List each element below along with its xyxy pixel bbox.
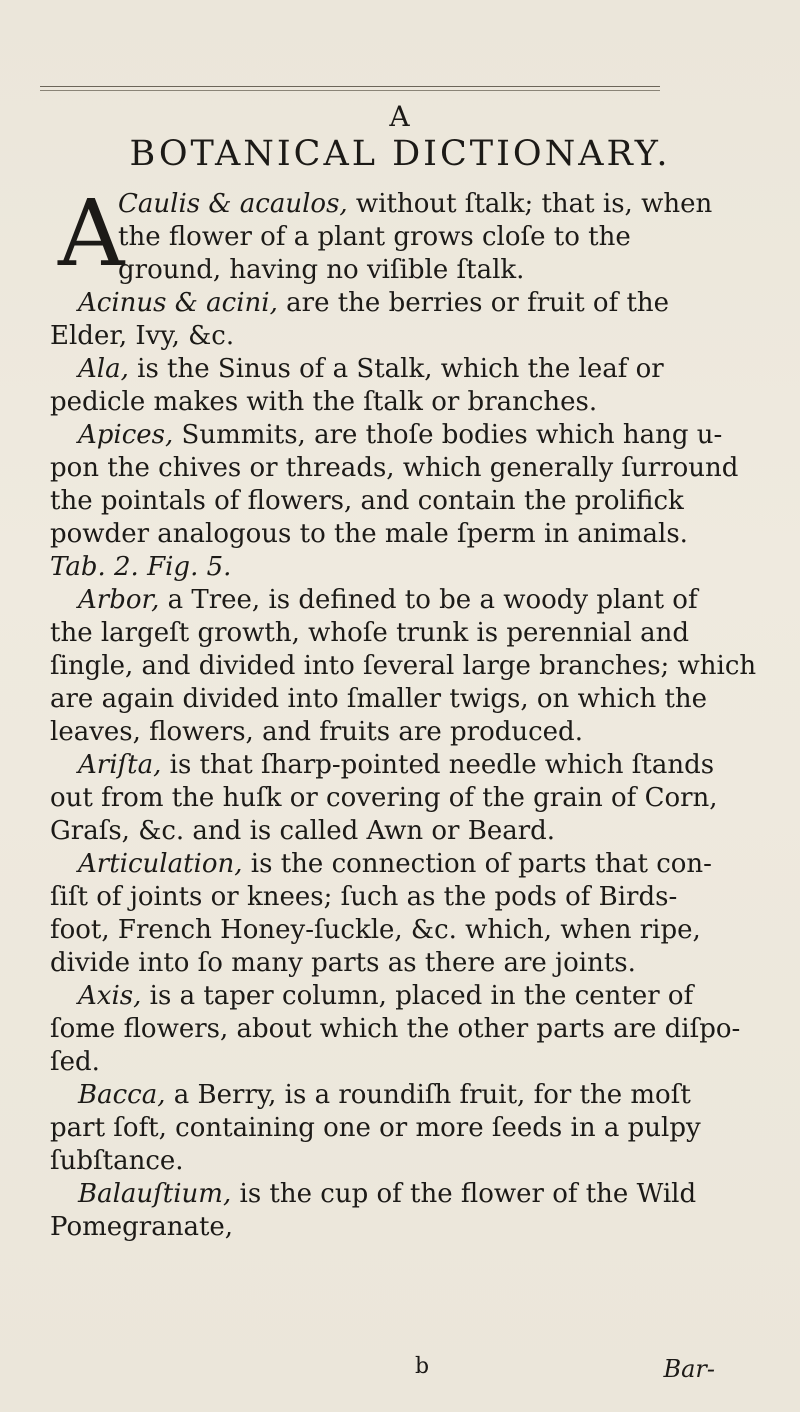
entry-term: Caulis & acaulos, <box>118 189 348 219</box>
page-title: BOTANICAL DICTIONARY. <box>129 134 671 174</box>
entry-acinus <box>50 287 770 353</box>
entry-arista <box>50 749 770 848</box>
entry-ala <box>50 353 770 419</box>
drop-cap: A <box>58 180 125 287</box>
text-line: pon the chives or threads, which generally ſurround <box>50 453 739 483</box>
text-line: the pointals of flowers, and contain the prolifick <box>50 486 684 516</box>
text-line: ſingle, and divided into ſeveral large branches; which <box>50 651 757 681</box>
entry-bacca <box>50 1079 770 1178</box>
text-line: out from the huſk or covering of the grain of Corn, <box>50 783 718 813</box>
text-line: Caulis & acaulos, without ſtalk; that is, when <box>118 189 713 219</box>
entry-term: Axis, <box>78 981 142 1011</box>
text-line: the largeſt growth, whoſe trunk is perennial and <box>50 618 690 648</box>
entry-apices <box>50 419 770 584</box>
entry-term: Ala, <box>78 354 129 384</box>
text-line: part ſoft, containing one or more ſeeds in a pulpy <box>50 1113 701 1143</box>
text-line: ſiſt of joints or knees; ſuch as the pods of Birds- <box>50 882 678 912</box>
text-line: Graſs, &c. and is called Awn or Beard. <box>50 816 556 846</box>
text-line: foot, French Honey-ſuckle, &c. which, when ripe, <box>50 915 701 945</box>
text-line: pedicle makes with the ſtalk or branches. <box>50 387 598 417</box>
header-rule-secondary <box>40 90 660 91</box>
text-line: ground, having no viſible ſtalk. <box>118 255 525 285</box>
entry-term: Apices, <box>78 420 174 450</box>
entry-term: Balauſtium, <box>78 1179 232 1209</box>
text-line: Ala, is the Sinus of a Stalk, which the leaf or <box>78 354 664 384</box>
entry-term: Arbor, <box>78 585 160 615</box>
entry-caulis <box>50 180 770 287</box>
text-line: Axis, is a taper column, placed in the center of <box>78 981 694 1011</box>
catchword: Bar- <box>663 1355 715 1383</box>
text-line: Pomegranate, <box>50 1212 234 1242</box>
header-rule <box>40 86 660 87</box>
text-line: Ariſta, is that ſharp-pointed needle which ſtands <box>78 750 715 780</box>
text-line: leaves, flowers, and fruits are produced. <box>50 717 583 747</box>
text-line: ſome flowers, about which the other parts are diſpo- <box>50 1014 741 1044</box>
text-line: ſubſtance. <box>50 1146 184 1176</box>
text-line: Apices, Summits, are thoſe bodies which hang u- <box>78 420 723 450</box>
entry-balaustium <box>50 1178 770 1244</box>
text-line: are again divided into ſmaller twigs, on which the <box>50 684 708 714</box>
entry-axis <box>50 980 770 1079</box>
text-line: Articulation, is the connection of parts that con- <box>78 849 712 879</box>
text-line: Arbor, a Tree, is defined to be a woody plant of <box>78 585 698 615</box>
text-line <box>50 551 770 584</box>
entry-term: Ariſta, <box>78 750 162 780</box>
entry-arbor <box>50 584 770 749</box>
text-line: Acinus & acini, are the berries or fruit of the <box>78 288 670 318</box>
signature-mark: b <box>415 1354 430 1379</box>
entry-term: Acinus & acini, <box>78 288 278 318</box>
text-line: ſed. <box>50 1047 100 1077</box>
text-line: powder analogous to the male ſperm in animals. <box>50 519 688 549</box>
entry-term: Bacca, <box>78 1080 166 1110</box>
text-line: the flower of a plant grows cloſe to the <box>118 222 631 252</box>
dictionary-body <box>50 180 770 1244</box>
text-line: divide into ſo many parts as there are joints. <box>50 948 636 978</box>
section-letter: A <box>389 100 411 133</box>
entry-articulation <box>50 848 770 980</box>
text-line: Balauſtium, is the cup of the flower of the Wild <box>78 1179 697 1209</box>
entry-term: Articulation, <box>78 849 243 879</box>
text-line: Elder, Ivy, &c. <box>50 321 235 351</box>
plate-reference: Tab. 2. Fig. 5. <box>50 552 232 582</box>
text-line: Bacca, a Berry, is a roundiſh fruit, for the moſt <box>78 1080 691 1110</box>
